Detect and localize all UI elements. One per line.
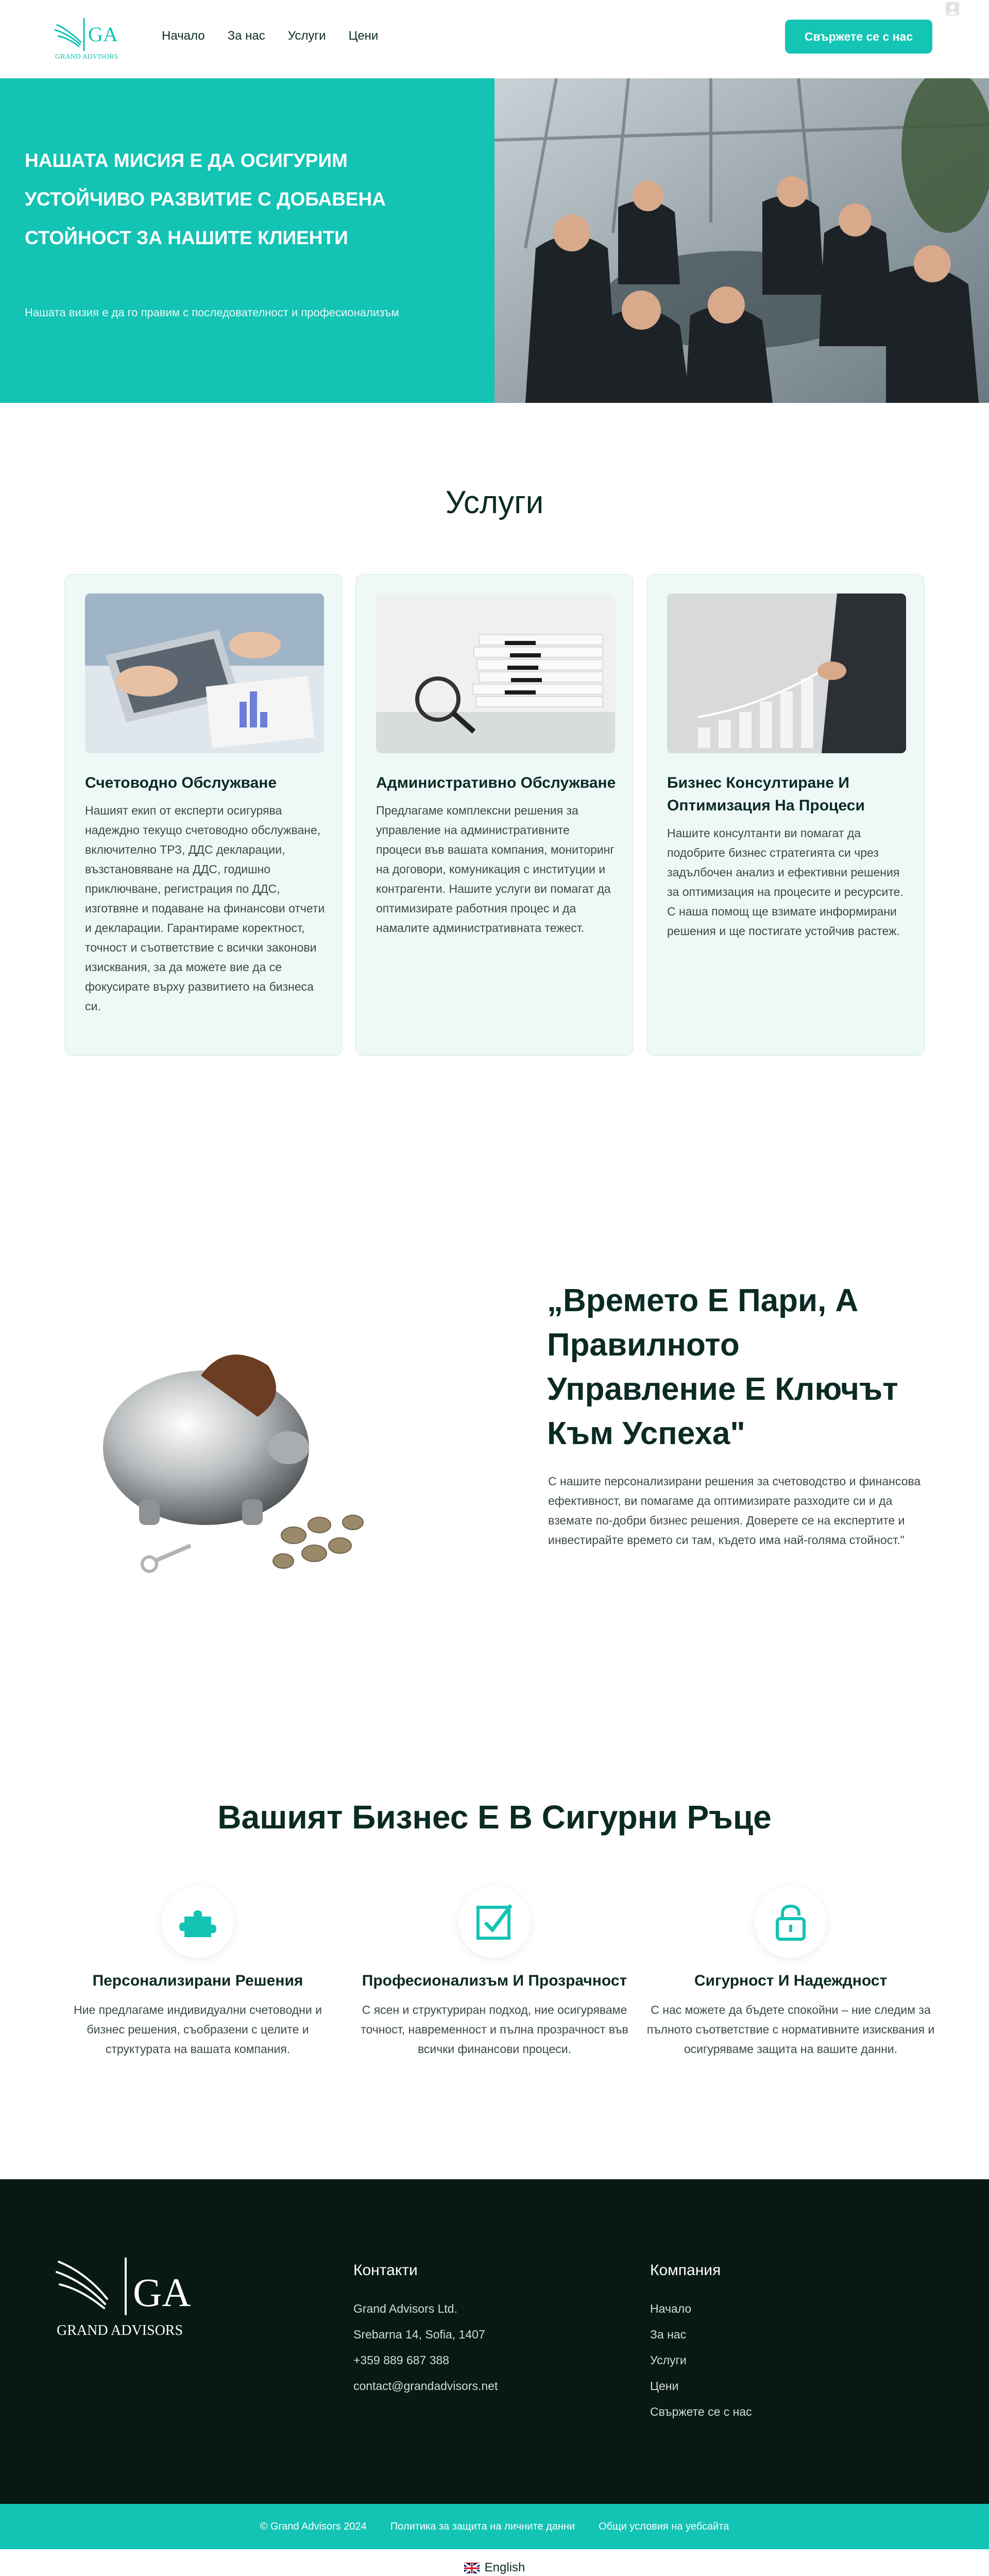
privacy-policy-link[interactable]: Политика за защита на личните данни: [390, 2520, 575, 2532]
bottom-bar: [0, 2504, 989, 2549]
features-heading: Вашият Бизнес Е В Сигурни Ръце: [217, 1799, 772, 1836]
card-text: Предлагаме комплексни решения за управление на административните процеси във вашата компания, мониторинг на договори, комуникация с институции и контрагенти. Нашите услуги ви помагат да оптимизирате работния процес и да намалите административната тежест.: [376, 804, 615, 935]
footer-link-home[interactable]: Начало: [650, 2302, 692, 2315]
service-card-accounting[interactable]: [64, 574, 343, 1056]
phone-link[interactable]: +359 889 687 388: [353, 2353, 450, 2367]
card-title: Административно Обслужване: [376, 774, 616, 791]
language-label[interactable]: English: [484, 2561, 525, 2574]
card-title: Счетоводно Обслужване: [85, 774, 277, 791]
service-card-consulting[interactable]: [646, 574, 925, 1056]
language-switcher[interactable]: [0, 2549, 989, 2576]
nav-about[interactable]: За нас: [227, 29, 265, 43]
growth-chart-photo: [667, 594, 906, 753]
card-title: Бизнес Консултиране И Оптимизация На Процеси: [667, 774, 865, 814]
footer-link-services[interactable]: Услуги: [650, 2353, 687, 2367]
company-name: Grand Advisors Ltd.: [353, 2302, 457, 2315]
service-card-admin[interactable]: [355, 574, 634, 1056]
site-header: [0, 0, 989, 78]
email-link[interactable]: contact@grandadvisors.net: [353, 2379, 498, 2393]
card-text: Нашият екип от експерти осигурява надеждно текущо счетоводно обслужване, включително ТРЗ, ДДС декларации, възстановяване на ДДС, годишно приключване, регистрация по ДДС, изготвяне и подаване на финансови отчети и декларации. Гарантираме коректност, точност и съответствие с всички законови изисквания, за да можете вие да се фокусирате върху развитието на бизнеса си.: [85, 804, 325, 1013]
hero-subtitle: Нашата визия е да го правим с последователност и професионализъм: [25, 306, 399, 319]
company-links: [650, 2296, 752, 2425]
accounting-photo: [85, 594, 324, 753]
terms-link[interactable]: Общи условия на уебсайта: [599, 2520, 729, 2532]
footer-link-prices[interactable]: Цени: [650, 2379, 679, 2393]
svg-text:GA: GA: [88, 23, 118, 46]
piggy-bank-image: [72, 1293, 386, 1597]
company-heading: Компания: [650, 2262, 721, 2279]
contacts-heading: Контакти: [353, 2262, 418, 2279]
uk-flag-icon: [464, 2563, 480, 2573]
site-footer: [0, 2179, 989, 2504]
feature-text: С ясен и структуриран подход, ние осигуряваме точност, навременност и пълна прозрачност във всички финансови процеси.: [361, 2003, 628, 2056]
svg-text:GRAND ADVISORS: GRAND ADVISORS: [57, 2323, 183, 2338]
documents-photo: [376, 594, 615, 753]
feature-title: Професионализъм И Прозрачност: [362, 1972, 627, 1989]
contacts-list: [353, 2296, 498, 2399]
nav-prices[interactable]: Цени: [348, 29, 379, 43]
lock-icon: [755, 1886, 827, 1958]
grand-advisors-logo[interactable]: [54, 15, 137, 62]
copyright: © Grand Advisors 2024: [260, 2520, 367, 2532]
feature-title: Сигурност И Надеждност: [694, 1972, 888, 1989]
hero-banner: [0, 78, 494, 403]
card-text: Нашите консултанти ви помагат да подобрите бизнес стратегията си чрез задълбочен анализ и ефективни решения за оптимизация на процесите и ресурсите. С наша помощ ще взимате информирани решения и ще постигате устойчив растеж.: [667, 826, 903, 938]
feature-title: Персонализирани Решения: [92, 1972, 303, 1989]
quote-text: С нашите персонализирани решения за счетоводство и финансова ефективност, ви помагаме да оптимизирате разходите си и да вземате по-добри бизнес решения. Доверете се на експертите и инвестирайте времето си там, където има най-голяма стойност.": [548, 1475, 921, 1547]
user-icon[interactable]: [946, 2, 959, 15]
main-nav: [162, 29, 378, 43]
hero-title: НАШАТА МИСИЯ Е ДА ОСИГУРИМ УСТОЙЧИВО РАЗВИТИЕ С ДОБАВЕНА СТОЙНОСТ ЗА НАШИТЕ КЛИЕНТИ: [25, 150, 386, 248]
feature-text: Ние предлагаме индивидуални счетоводни и бизнес решения, съобразени с целите и структурата на вашата компания.: [74, 2003, 322, 2056]
footer-link-contact[interactable]: Свържете се с нас: [650, 2405, 752, 2418]
address: Srebarna 14, Sofia, 1407: [353, 2328, 485, 2341]
checkbox-icon: [458, 1886, 531, 1958]
feature-text: С нас можете да бъдете спокойни – ние следим за пълното съответствие с нормативните изисквания и осигуряваме защита на вашите данни.: [646, 2003, 935, 2056]
footer-logo[interactable]: [56, 2258, 200, 2340]
svg-text:GRAND ADVISORS: GRAND ADVISORS: [55, 53, 118, 61]
puzzle-icon: [162, 1886, 234, 1958]
nav-services[interactable]: Услуги: [287, 29, 326, 43]
contact-us-button[interactable]: Свържете се с нас: [785, 20, 932, 54]
hero-team-photo: [494, 78, 989, 403]
nav-home[interactable]: Начало: [162, 29, 205, 43]
footer-link-about[interactable]: За нас: [650, 2328, 687, 2341]
svg-text:GA: GA: [133, 2270, 191, 2315]
services-heading: Услуги: [445, 485, 544, 520]
quote-title: „Времето Е Пари, А Правилното Управление Е Ключът Към Успеха": [547, 1283, 898, 1451]
